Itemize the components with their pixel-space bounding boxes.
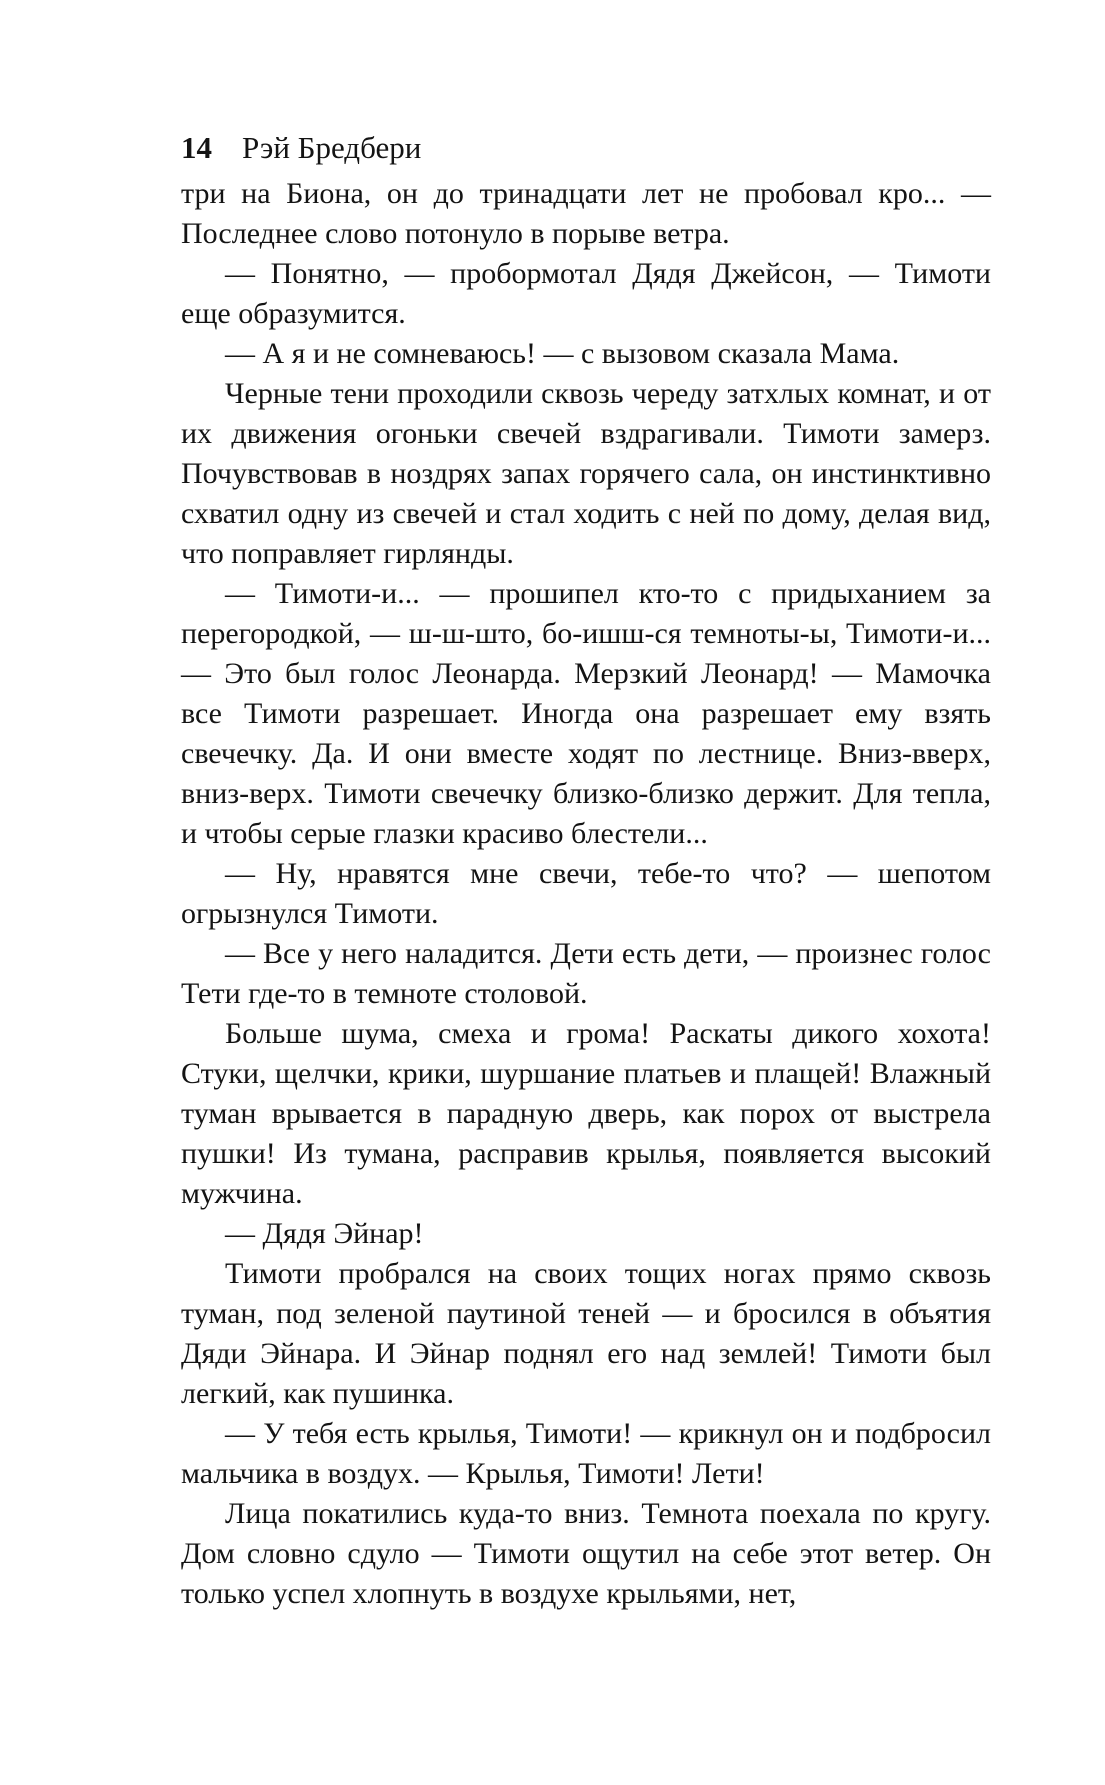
book-page <box>181 128 991 1614</box>
paragraph: — Ну, нравятся мне свечи, тебе-то что? — шепотом огрызнулся Тимоти. <box>181 857 991 930</box>
paragraph: Тимоти пробрался на своих тощих ногах прямо сквозь туман, под зеленой паутиной теней — и бросился в объятия Дяди Эйнара. И Эйнар поднял его над землей! Тимоти был легкий, как пушинка. <box>181 1257 991 1410</box>
paragraph: — Дядя Эйнар! <box>225 1217 424 1250</box>
page-number: 14 <box>181 130 212 165</box>
paragraph: — Все у него наладится. Дети есть дети, — произнес голос Тети где-то в темноте столовой. <box>181 937 991 1010</box>
paragraph: Больше шума, смеха и грома! Раскаты дикого хохота! Стуки, щелчки, крики, шуршание платьев и плащей! Влажный туман врывается в парадную дверь, как порох от выстрела пушки! Из тумана, расправив крылья, появляется высокий мужчина. <box>181 1017 991 1210</box>
paragraph: Черные тени проходили сквозь череду затхлых комнат, и от их движения огоньки свечей вздрагивали. Тимоти замерз. Почувствовав в ноздрях запах горячего сала, он инстинктивно схватил одну из свечей и стал ходить с ней по дому, делая вид, что поправляет гирлянды. <box>181 377 991 570</box>
paragraph: — У тебя есть крылья, Тимоти! — крикнул он и подбросил мальчика в воздух. — Крылья, Тимоти! Лети! <box>181 1417 991 1490</box>
paragraph: Лица покатились куда-то вниз. Темнота поехала по кругу. Дом словно сдуло — Тимоти ощутил на себе этот ветер. Он только успел хлопнуть в воздухе крыльями, нет, <box>181 1497 991 1610</box>
running-header <box>181 128 991 168</box>
paragraph: три на Биона, он до тринадцати лет не пробовал кро... — Последнее слово потонуло в порыве ветра. <box>181 177 991 250</box>
author-name: Рэй Бредбери <box>242 130 422 165</box>
paragraph: — Тимоти-и... — прошипел кто-то с придыханием за перегородкой, — ш-ш-што, бо-ишш-ся темноты-ы, Тимоти-и... — Это был голос Леонарда. Мерзкий Леонард! — Мамочка все Тимоти разрешает. Иногда она разрешает ему взять свечечку. Да. И они вместе ходят по лестнице. Вниз-вверх, вниз-верх. Тимоти свечечку близко-близко держит. Для тепла, и чтобы серые глазки красиво блестели... <box>181 577 991 850</box>
paragraph: — А я и не сомневаюсь! — с вызовом сказала Мама. <box>225 337 900 370</box>
paragraph: — Понятно, — пробормотал Дядя Джейсон, — Тимоти еще образумится. <box>181 257 991 330</box>
body-text <box>181 174 991 1614</box>
